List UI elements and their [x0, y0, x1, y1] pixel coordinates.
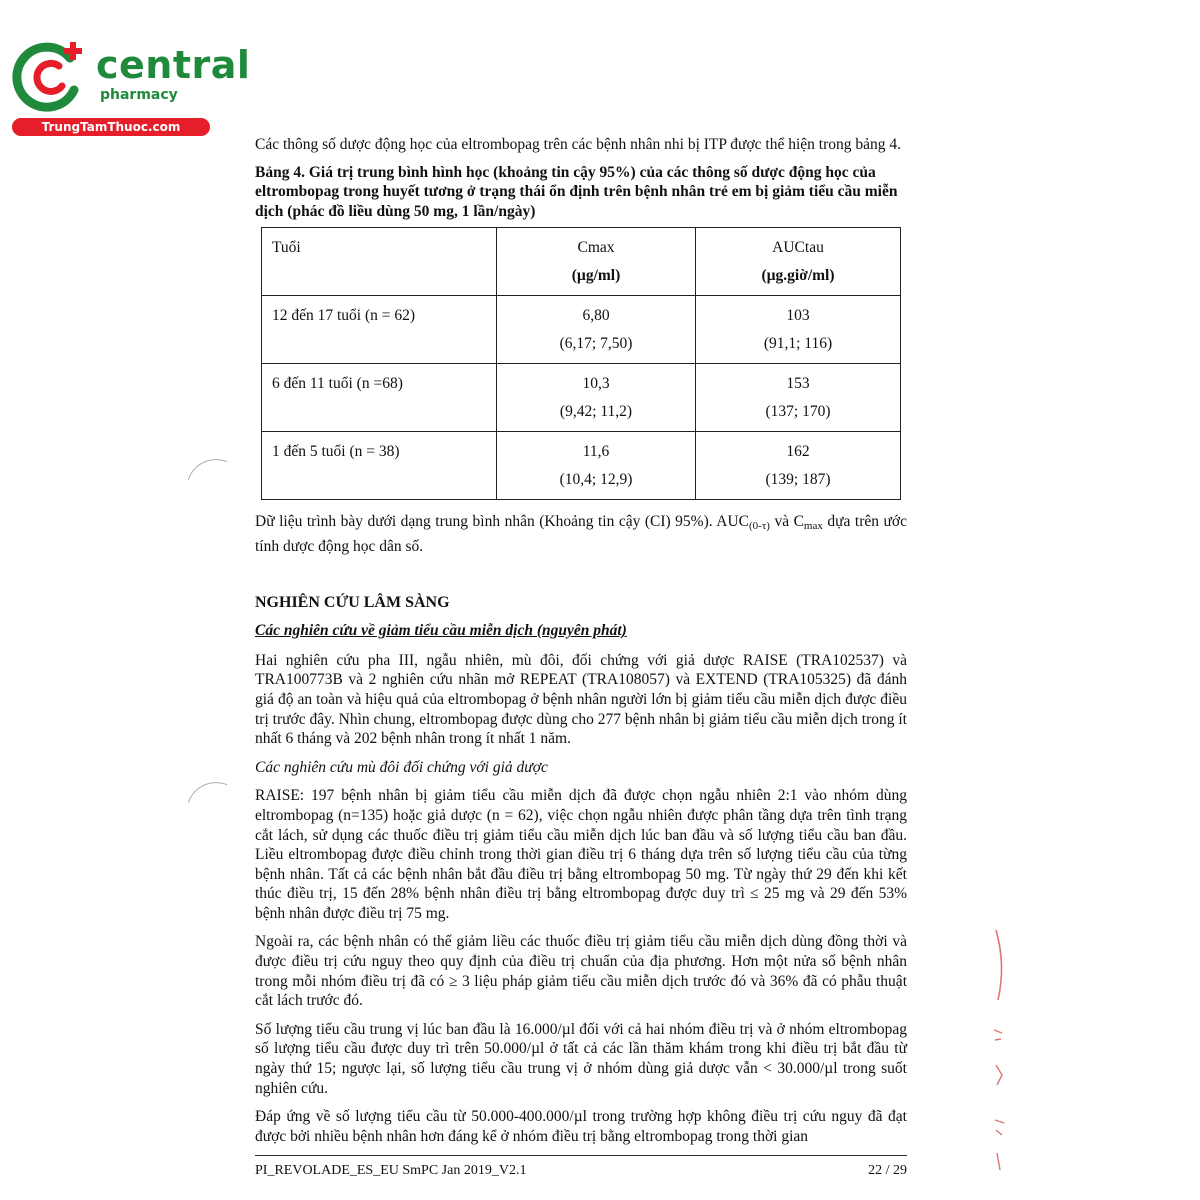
auctau-cell: 153 (137; 170) [696, 364, 901, 432]
unit-cmax: (µg/ml) [571, 267, 621, 285]
table-row [262, 296, 901, 364]
italic-heading: Các nghiên cứu mù đôi đối chứng với giả dược [255, 758, 548, 776]
paragraph-platelet-count: Số lượng tiểu cầu trung vị lúc ban đầu là 16.000/µl đối với cả hai nhóm điều trị và ở nhóm eltrombopag số lượng tiểu cầu được duy trì trên 50.000/µl ở tất cả các lần thăm khám trong khi điều trị bắt đầu từ ngày thứ 15; ngược lại, số lượng tiểu cầu trung vị ở nhóm dùng giả dược vẫn < 30.000/µl trong suốt nghiên cứu. [255, 1020, 907, 1097]
red-stamp-mark [990, 925, 1014, 1175]
table-row [262, 364, 901, 432]
age-cell: 12 đến 17 tuổi (n = 62) [262, 296, 497, 364]
age-cell: 6 đến 11 tuổi (n =68) [262, 364, 497, 432]
paragraph-concomitant: Ngoài ra, các bệnh nhân có thể giảm liều các thuốc điều trị giảm tiểu cầu miễn dịch dùng đồng thời và được điều trị cứu nguy theo quy định của điều trị chuẩn của địa phương. Hơn một nửa số bệnh nhân trong mỗi nhóm điều trị đã có ≥ 3 liệu pháp giảm tiểu cầu miễn dịch trước đó và 36% đã có phẫu thuật cắt lách trước đó. [255, 933, 907, 1010]
header-age: Tuổi [262, 228, 497, 296]
footer-document-id: PI_REVOLADE_ES_EU SmPC Jan 2019_V2.1 [255, 1163, 527, 1178]
footer-divider [255, 1155, 907, 1156]
table-caption: Bảng 4. Giá trị trung bình hình học (khoảng tin cậy 95%) của các thông số dược động học của eltrombopag trong huyết tương ở trạng thái ổn định trên bệnh nhân trẻ em bị giảm tiểu cầu miễn dịch (phác đồ liều dùng 50 mg, 1 lần/ngày) [255, 163, 898, 220]
logo-website: TrungTamThuoc.com [12, 118, 210, 136]
punch-hole-mark [188, 451, 228, 491]
paragraph-response: Đáp ứng về số lượng tiểu cầu từ 50.000-400.000/µl trong trường hợp không điều trị cứu nguy đã đạt được bởi nhiều bệnh nhân hơn đáng kể ở nhóm điều trị bằng eltrombopag trong thời gian [255, 1108, 907, 1145]
subsection-title: Các nghiên cứu về giảm tiểu cầu miễn dịch (nguyên phát) [255, 622, 627, 640]
auctau-cell: 162 (139; 187) [696, 432, 901, 500]
logo-subtitle: pharmacy [100, 87, 178, 103]
age-cell: 1 đến 5 tuổi (n = 38) [262, 432, 497, 500]
footer-page-number: 22 / 29 [868, 1163, 907, 1178]
header-cmax: Cmax (µg/ml) [497, 228, 696, 296]
cmax-cell: 10,3 (9,42; 11,2) [497, 364, 696, 432]
paragraph-raise: RAISE: 197 bệnh nhân bị giảm tiểu cầu miễn dịch đã được chọn ngẫu nhiên 2:1 vào nhóm dùng eltrombopag (n=135) hoặc giả dược (n = 62), việc chọn ngẫu nhiên được phân tầng dựa trên tình trạng cắt lách, sử dụng các thuốc điều trị giảm tiểu cầu miễn dịch lúc ban đầu và số lượng tiểu cầu ban đầu. Liều eltrombopag được điều chỉnh trong thời gian điều trị 6 tháng dựa trên số lượng tiểu cầu của từng bệnh nhân. Tất cả các bệnh nhân bắt đầu điều trị bằng eltrombopag 50 mg. Từ ngày thứ 29 đến khi kết thúc điều trị, 15 đến 28% bệnh nhân điều trị bằng eltrombopag được duy trì ≤ 25 mg và 29 đến 53% bệnh nhân được điều trị 75 mg. [255, 787, 907, 922]
paragraph-overview: Hai nghiên cứu pha III, ngẫu nhiên, mù đôi, đối chứng với giả dược RAISE (TRA102537) và TRA100773B và 2 nghiên cứu nhãn mở REPEAT (TRA108057) và EXTEND (TRA105325) đã đánh giá độ an toàn và hiệu quả của eltrombopag ở bệnh nhân người lớn bị giảm tiểu cầu miễn dịch được điều trị trước đây. Nhìn chung, eltrombopag được dùng cho 277 bệnh nhân bị giảm tiểu cầu miễn dịch trong ít nhất 6 tháng và 202 bệnh nhân trong ít nhất 1 năm. [255, 651, 907, 748]
cmax-cell: 6,80 (6,17; 7,50) [497, 296, 696, 364]
table-row [262, 432, 901, 500]
intro-paragraph: Các thông số dược động học của eltrombopag trên các bệnh nhân nhi bị ITP được thể hiện trong bảng 4. [255, 136, 901, 153]
cmax-cell: 11,6 (10,4; 12,9) [497, 432, 696, 500]
header-auctau: AUCtau (µg.giờ/ml) [696, 228, 901, 296]
pharmacy-logo [10, 38, 251, 138]
pharmacokinetics-table [261, 227, 901, 500]
table-note: Dữ liệu trình bày dưới dạng trung bình nhân (Khoảng tin cậy (CI) 95%). $AUC_{(0-\tau)}$ và $C_{max}$ dựa trên ước tính dược động học dân số. [255, 513, 907, 555]
unit-auctau: (µg.giờ/ml) [761, 267, 835, 285]
pharmacy-logo-icon [12, 38, 90, 116]
section-title: NGHIÊN CỨU LÂM SÀNG [255, 593, 450, 611]
document-page [255, 135, 907, 1155]
auctau-cell: 103 (91,1; 116) [696, 296, 901, 364]
table-header-row [262, 228, 901, 296]
logo-name: central [96, 43, 251, 87]
punch-hole-mark [188, 774, 228, 814]
